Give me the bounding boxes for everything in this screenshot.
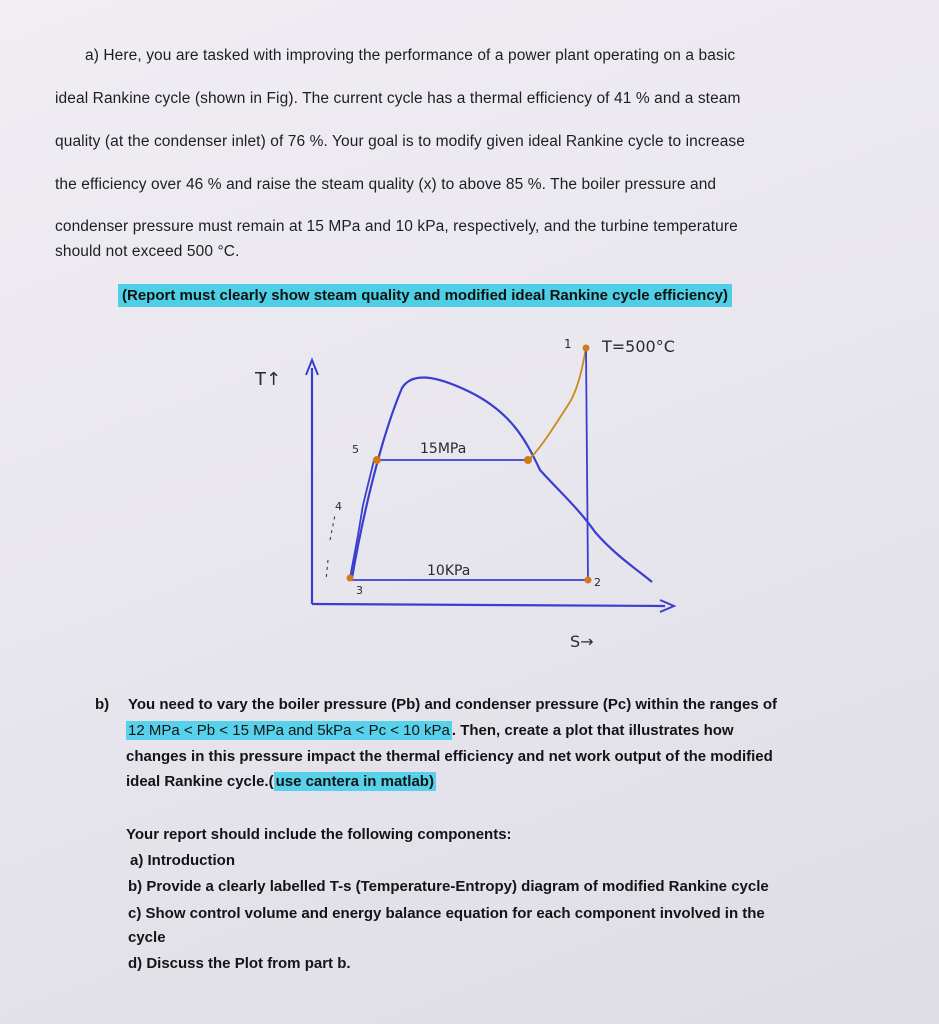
ts-diagram [240,320,700,660]
part-a-line-1: a) Here, you are tasked with improving the performance of a power plant operating on a basic [85,47,736,64]
pressure-range-highlight: 12 MPa < Pb < 15 MPa and 5kPa < Pc < 10 kPa [128,722,450,739]
point-label-5: 5 [352,443,359,456]
part-b-line-3: changes in this pressure impact the thermal efficiency and net work output of the modified [126,748,773,765]
part-b-line-2-rest: . Then, create a plot that illustrates how [451,722,734,739]
state-point-5 [373,456,381,464]
report-components-title: Your report should include the following components: [126,826,512,843]
state-point-2 [585,577,592,584]
report-requirement-highlight: (Report must clearly show steam quality and modified ideal Rankine cycle efficiency) [118,284,732,307]
part-a-line-5: condenser pressure must remain at 15 MPa and 10 kPa, respectively, and the turbine temperature [55,218,738,235]
part-a-line-2: ideal Rankine cycle (shown in Fig). The current cycle has a thermal efficiency of 41 % and a steam [55,90,741,107]
s-axis-line [312,604,665,606]
part-b-line-4 [126,773,436,790]
part-b-line-2 [126,722,734,739]
boiler-pressure-label: 15MPa [420,441,467,457]
component-energy-balance-cont: cycle [128,929,166,946]
part-b-prefix: b) [95,696,110,713]
point-label-3: 3 [356,584,363,597]
superheat-line [528,348,586,460]
part-a-line-6: should not exceed 500 °C. [55,243,240,260]
temperature-label: T=500°C [602,337,675,356]
part-b-line-4-start: ideal Rankine cycle.( [126,773,274,790]
saturated-vapor-point [524,456,532,464]
t-axis-label: T↑ [255,369,282,390]
part-a-line-3: quality (at the condenser inlet) of 76 %. Your goal is to modify given ideal Rankine cycle to increase [55,133,746,150]
condenser-pressure-label: 10KPa [427,563,471,579]
pump-dashed-guide [326,515,335,580]
state-point-3 [347,575,354,582]
state-point-1 [583,345,590,352]
saturation-dome [352,377,652,582]
component-discuss-plot: d) Discuss the Plot from part b. [128,955,351,972]
turbine-expansion-line [586,348,588,580]
part-a-line-4: the efficiency over 46 % and raise the steam quality (x) to above 85 %. The boiler pressure and [55,176,717,193]
component-introduction: a) Introduction [130,852,235,869]
part-b-line-1: You need to vary the boiler pressure (Pb) and condenser pressure (Pc) within the ranges of [128,696,778,713]
component-energy-balance: c) Show control volume and energy balance equation for each component involved in the [128,905,765,922]
component-ts-diagram: b) Provide a clearly labelled T-s (Temperature-Entropy) diagram of modified Rankine cycle [128,878,769,895]
point-label-4: 4 [335,500,342,513]
s-axis-label: S→ [570,632,594,651]
cantera-highlight: use cantera in matlab) [275,773,434,790]
pump-compression-line [350,460,374,578]
point-label-1: 1 [564,337,572,351]
point-label-2: 2 [594,576,601,589]
